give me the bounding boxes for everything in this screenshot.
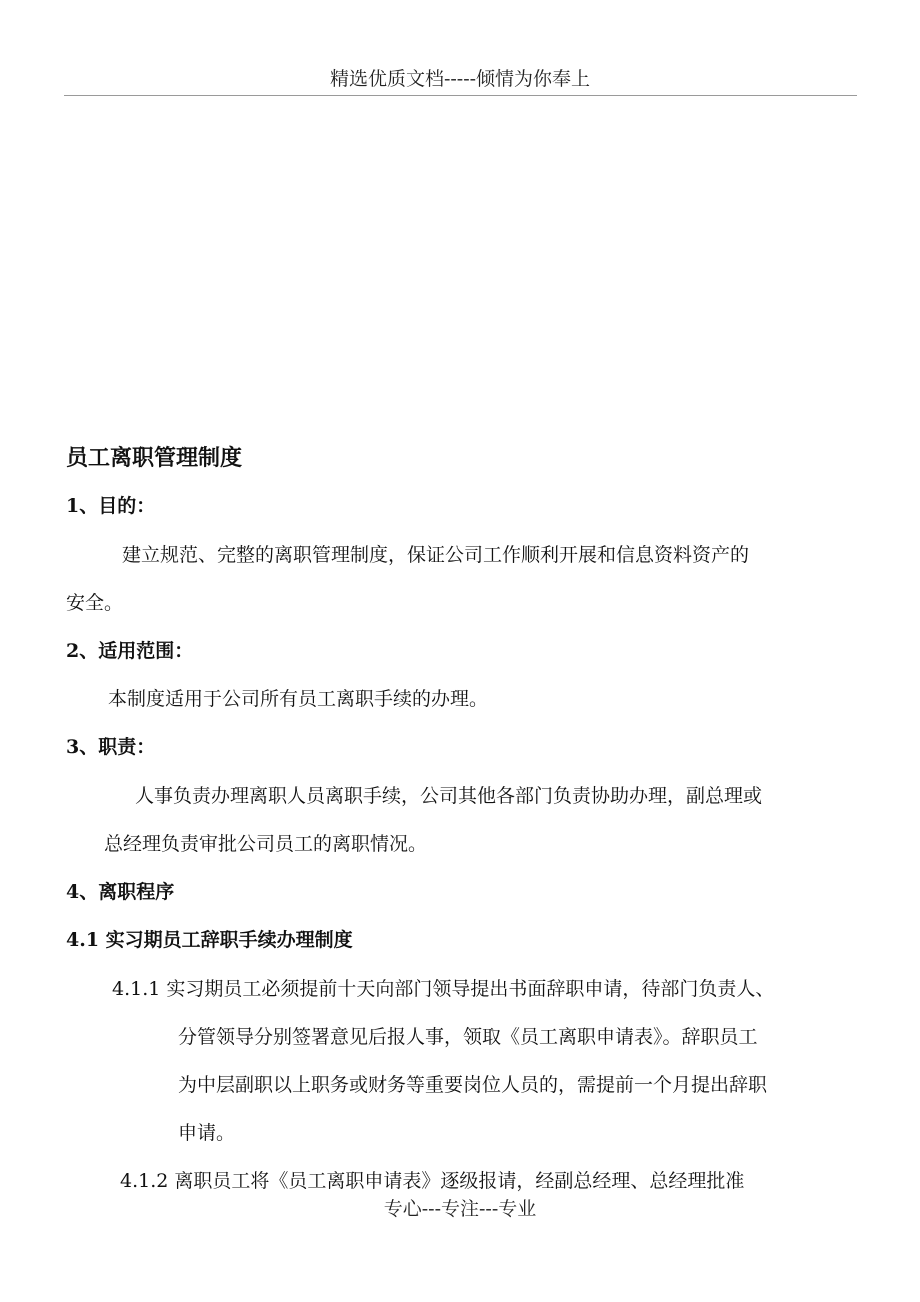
section-2-paragraph-line-1: 本制度适用于公司所有员工离职手续的办理。	[108, 688, 489, 710]
item-4-1-1-line-4: 申请。	[178, 1122, 236, 1144]
section-2-heading: 2、适用范围：	[66, 640, 194, 662]
document-title: 员工离职管理制度	[66, 445, 243, 471]
section-1-paragraph-line-1: 建立规范、完整的离职管理制度，保证公司工作顺利开展和信息资料资产的	[122, 544, 750, 566]
section-4-heading: 4、离职程序	[66, 881, 175, 903]
section-3-heading: 3、职责：	[66, 736, 156, 758]
header-divider	[64, 95, 857, 96]
item-4-1-2-line-1: 4.1.2 离职员工将《员工离职申请表》逐级报请，经副总经理、总经理批准	[120, 1170, 745, 1192]
item-4-1-1-line-3: 为中层副职以上职务或财务等重要岗位人员的，需提前一个月提出辞职	[178, 1074, 768, 1096]
subsection-4-1-heading: 4.1 实习期员工辞职手续办理制度	[66, 929, 353, 951]
section-3-paragraph-line-1: 人事负责办理离职人员离职手续，公司其他各部门负责协助办理，副总理或	[135, 785, 763, 807]
section-3-paragraph-line-2: 总经理负责审批公司员工的离职情况。	[104, 833, 428, 855]
item-4-1-1-line-2: 分管领导分别签署意见后报人事，领取《员工离职申请表》。辞职员工	[178, 1026, 758, 1048]
section-1-heading: 1、目的：	[66, 495, 156, 517]
item-4-1-1-line-1: 4.1.1 实习期员工必须提前十天向部门领导提出书面辞职申请，待部门负责人、	[112, 978, 775, 1000]
page-footer: 专心---专注---专业	[383, 1198, 537, 1220]
section-1-paragraph-line-2: 安全。	[66, 592, 124, 614]
page-header: 精选优质文档-----倾情为你奉上	[329, 68, 591, 90]
